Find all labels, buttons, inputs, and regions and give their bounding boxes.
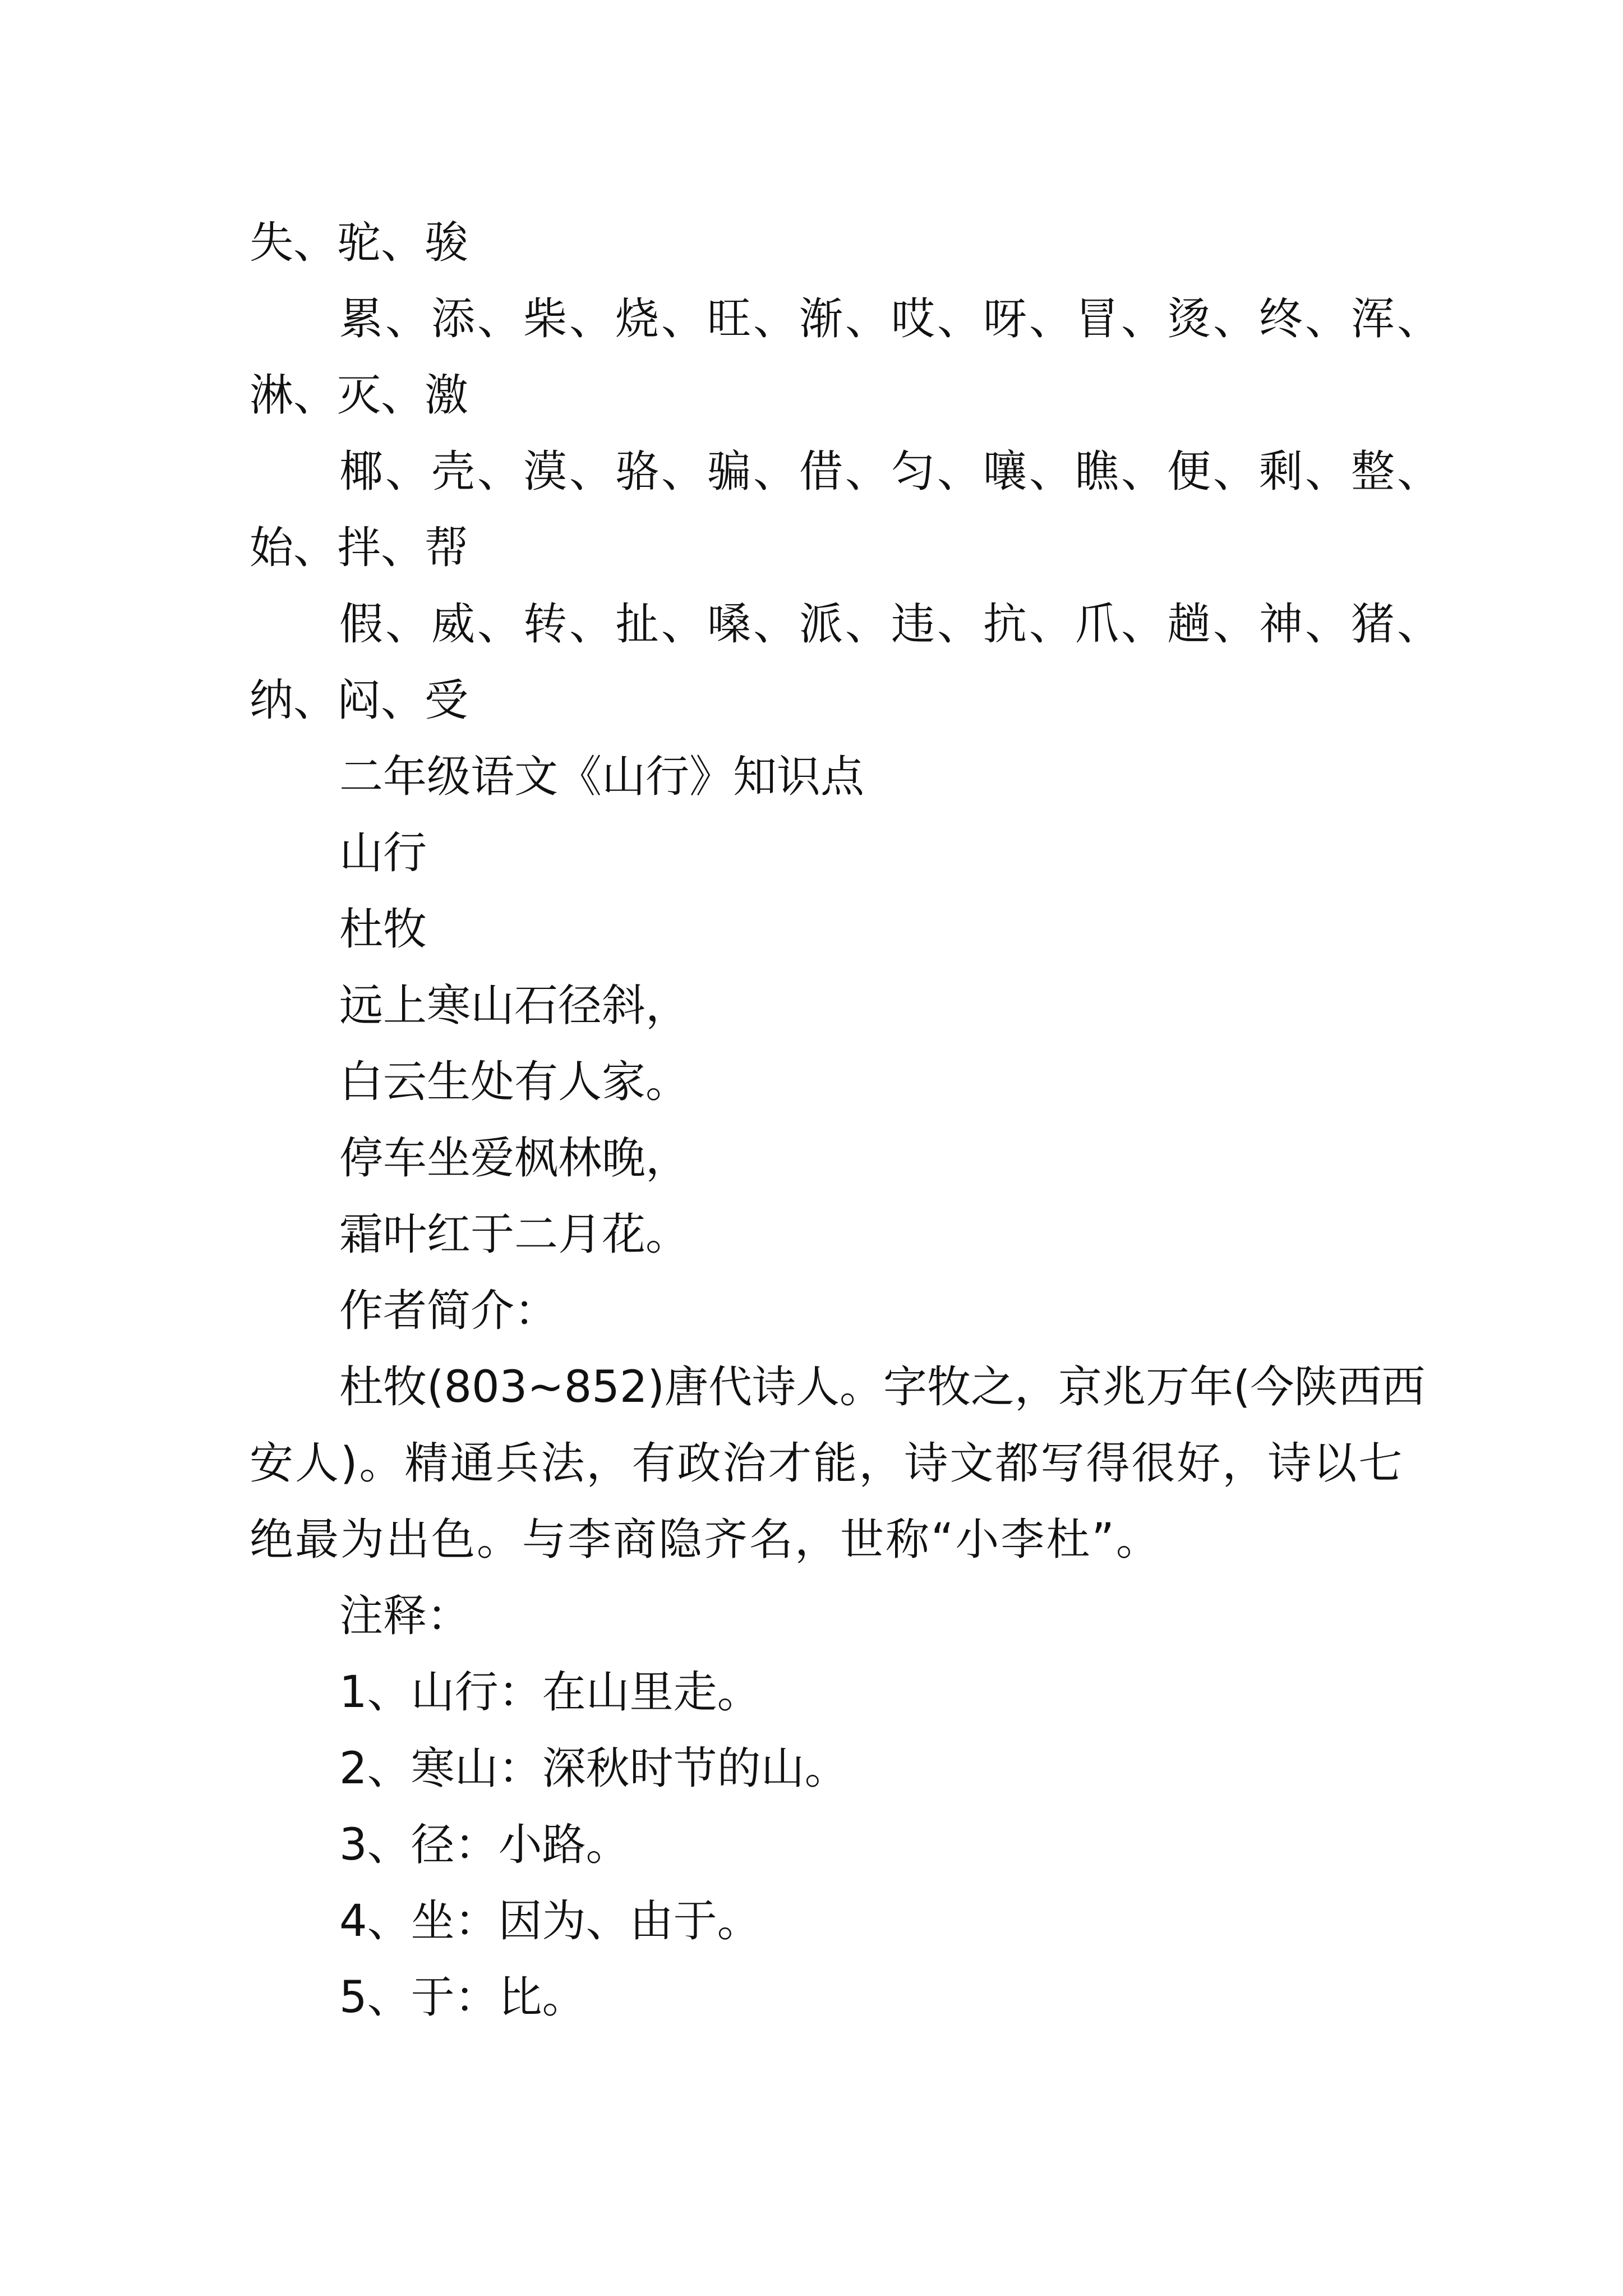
poem-line: 停车坐爱枫林晚， <box>339 1133 690 1184</box>
note-item: 3、径：小路。 <box>339 1820 630 1870</box>
author-intro-text: 绝最为出色。与李商隐齐名，世称“小李杜”。 <box>250 1515 1161 1565</box>
poem-line: 霜叶红于二月花。 <box>339 1209 690 1260</box>
char-list-line: 椰、壳、漠、骆、骗、借、匀、嚷、瞧、便、剩、整、 <box>339 447 1444 497</box>
author-intro-text: 杜牧(803~852)唐代诗人。字牧之，京兆万年(今陕西西 <box>339 1362 1426 1412</box>
author-intro-text: 安人)。精通兵法，有政治才能，诗文都写得很好，诗以七 <box>250 1438 1404 1489</box>
note-item: 2、寒山：深秋时节的山。 <box>339 1743 849 1794</box>
char-list-line: 失、驼、骏 <box>250 218 469 268</box>
section-heading: 二年级语文《山行》知识点 <box>339 752 865 802</box>
poem-title: 山行 <box>339 828 427 878</box>
note-item: 4、坐：因为、由于。 <box>339 1896 761 1947</box>
note-item: 1、山行：在山里走。 <box>339 1667 761 1718</box>
char-list-line: 纳、闷、受 <box>250 675 469 726</box>
notes-heading: 注释： <box>339 1591 471 1641</box>
char-list-line: 假、威、转、扯、嗓、派、违、抗、爪、趟、神、猪、 <box>339 599 1444 650</box>
document-body <box>250 205 1444 2036</box>
poem-author: 杜牧 <box>339 904 427 955</box>
char-list-line: 累、添、柴、烧、旺、渐、哎、呀、冒、烫、终、浑、 <box>339 294 1444 344</box>
char-list-line: 淋、灭、激 <box>250 370 469 421</box>
char-list-line: 始、拌、帮 <box>250 523 469 573</box>
author-intro-heading: 作者简介： <box>339 1286 559 1336</box>
poem-line: 白云生处有人家。 <box>339 1057 690 1107</box>
note-item: 5、于：比。 <box>339 1972 586 2023</box>
poem-line: 远上寒山石径斜， <box>339 981 690 1031</box>
